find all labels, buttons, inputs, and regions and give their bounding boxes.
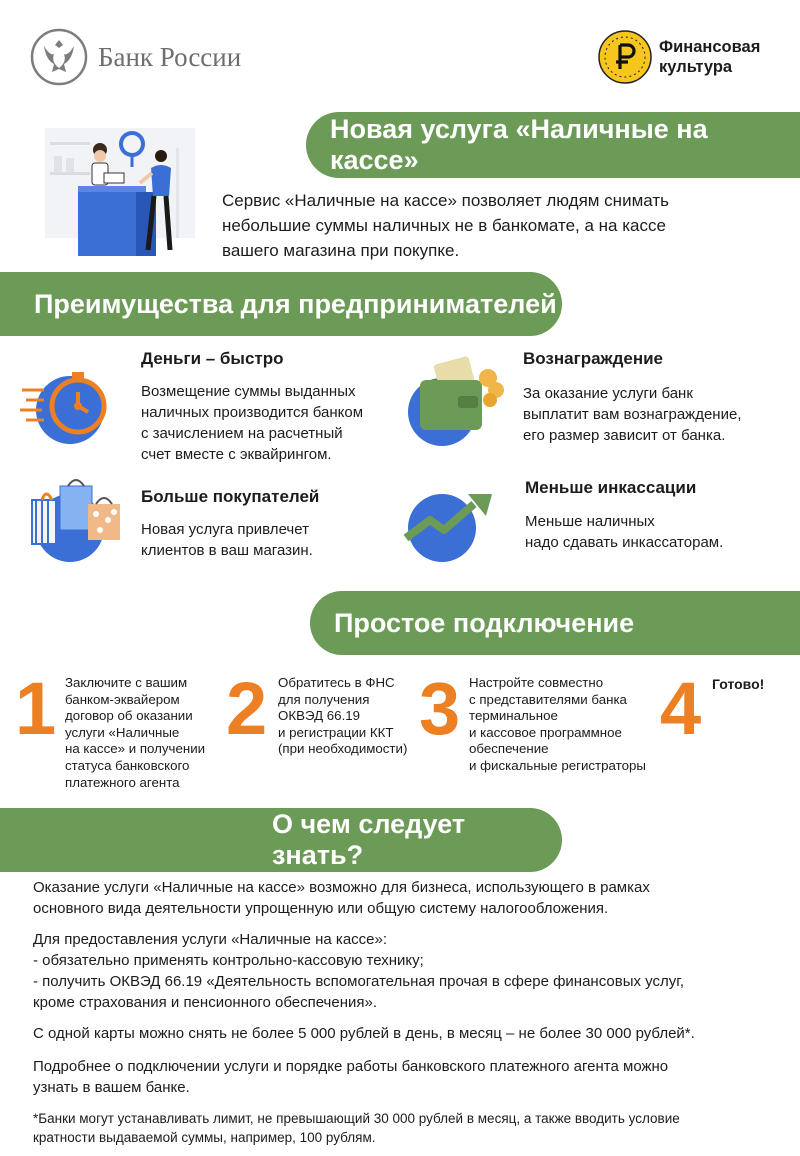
- step-line: терминальное: [469, 708, 558, 724]
- connection-banner: [310, 591, 800, 655]
- advantages-banner: [0, 272, 562, 336]
- step-line: банком-эквайером: [65, 691, 180, 707]
- step-line: статуса банковского: [65, 757, 190, 773]
- info-title: О чем следует знать?: [272, 809, 466, 870]
- step-line: с представителями банка: [469, 691, 627, 707]
- info-paragraph: [33, 877, 773, 919]
- info-paragraph: [33, 929, 773, 1013]
- step-line: на кассе» и получении: [65, 741, 206, 757]
- benefit-text: [141, 519, 313, 561]
- footnote-line: кратности выдаваемой суммы, например, 100 рублям.: [33, 1130, 376, 1145]
- info-line: Для предоставления услуги «Наличные на кассе»:: [33, 931, 388, 948]
- benefit-line: За оказание услуги банк: [523, 385, 693, 402]
- info-line: кроме страхования и пенсионного обеспечения».: [33, 994, 377, 1011]
- fin-culture-line2: культура: [659, 58, 733, 76]
- service-desc-line: Сервис «Наличные на кассе» позволяет людям снимать: [222, 191, 669, 210]
- step-line: и регистрации ККТ: [278, 724, 394, 740]
- cashier-illustration: [40, 118, 210, 258]
- bank-name: Банк России: [98, 42, 242, 72]
- step-line: Настройте совместно: [469, 675, 604, 690]
- benefit-text: [523, 383, 741, 446]
- step-text: [65, 675, 205, 791]
- step-line: для получения: [278, 691, 370, 707]
- step-text: [278, 675, 407, 758]
- step-done-text: Готово!: [712, 676, 765, 692]
- stopwatch-icon: [18, 356, 122, 446]
- footnote: [33, 1109, 783, 1147]
- benefit-title: Деньги – быстро: [141, 349, 284, 368]
- connection-title: Простое подключение: [334, 607, 635, 638]
- step-line: обеспечение: [469, 741, 549, 757]
- info-line: основного вида деятельности упрощенную или общую систему налогообложения.: [33, 900, 609, 917]
- step-number: 2: [226, 667, 268, 750]
- eagle-emblem-icon: [30, 28, 88, 86]
- ruble-coin-icon: [597, 29, 653, 85]
- service-description: [222, 188, 669, 263]
- growth-arrow-icon: [402, 486, 498, 566]
- benefit-line: выплатит вам вознаграждение,: [523, 406, 742, 423]
- service-desc-line: вашего магазина при покупке.: [222, 241, 460, 260]
- step-line: Обратитесь в ФНС: [278, 675, 395, 690]
- info-line: Оказание услуги «Наличные на кассе» возможно для бизнеса, использующего в рамках: [33, 879, 650, 896]
- step-line: ОКВЭД 66.19: [278, 708, 361, 724]
- info-line: узнать в вашем банке.: [33, 1079, 190, 1096]
- benefit-line: надо сдавать инкассаторам.: [525, 534, 724, 551]
- fin-culture-logo: [597, 29, 653, 85]
- benefit-text: [525, 511, 723, 553]
- advantages-title: Преимущества для предпринимателей: [34, 288, 557, 319]
- info-line: - обязательно применять контрольно-кассовую технику;: [33, 952, 424, 969]
- benefit-title: Вознаграждение: [523, 349, 664, 368]
- step-line: платежного агента: [65, 774, 180, 790]
- step-line: услуги «Наличные: [65, 724, 180, 740]
- step-line: и кассовое программное: [469, 724, 622, 740]
- benefit-line: Меньше наличных: [525, 513, 655, 530]
- step-line: договор об оказании: [65, 708, 193, 724]
- step-line: Заключите с вашим: [65, 675, 188, 690]
- service-banner: [306, 112, 800, 178]
- benefit-title: Больше покупателей: [141, 487, 320, 506]
- step-number: 3: [419, 667, 461, 750]
- info-paragraph: [33, 1023, 773, 1044]
- footnote-line: *Банки могут устанавливать лимит, не превышающий 30 000 рублей в месяц, а также вводить условие: [33, 1111, 680, 1126]
- info-line: - получить ОКВЭД 66.19 «Деятельность вспомогательная прочая в сфере финансовых услуг,: [33, 973, 685, 990]
- info-paragraph: [33, 1056, 773, 1098]
- benefit-line: Новая услуга привлечет: [141, 521, 309, 538]
- benefit-text: [141, 381, 363, 465]
- step-number: 1: [15, 667, 57, 750]
- benefit-line: Возмещение суммы выданных: [141, 383, 356, 400]
- step-line: (при необходимости): [278, 741, 408, 757]
- step-line: и фискальные регистраторы: [469, 757, 646, 773]
- shopping-bags-icon: [22, 474, 132, 566]
- benefit-line: наличных производится банком: [141, 404, 364, 421]
- step-number: 4: [660, 667, 702, 750]
- step-text: [469, 675, 646, 775]
- wallet-icon: [402, 352, 514, 448]
- benefit-line: его размер зависит от банка.: [523, 427, 726, 444]
- service-title: Новая услуга «Наличные на кассе»: [330, 114, 708, 175]
- info-line: С одной карты можно снять не более 5 000 рублей в день, в месяц – не более 30 000 рублей*.: [33, 1025, 695, 1042]
- benefit-title: Меньше инкассации: [525, 478, 697, 497]
- benefit-line: с зачислением на расчетный: [141, 425, 343, 442]
- benefit-line: счет вместе с эквайрингом.: [141, 446, 332, 463]
- benefit-line: клиентов в ваш магазин.: [141, 542, 313, 559]
- bank-logo: [30, 28, 88, 86]
- info-banner: [0, 808, 562, 872]
- fin-culture-line1: Финансовая: [659, 38, 761, 56]
- service-desc-line: небольшие суммы наличных не в банкомате, а на кассе: [222, 216, 666, 235]
- info-line: Подробнее о подключении услуги и порядке работы банковского платежного агента можно: [33, 1058, 669, 1075]
